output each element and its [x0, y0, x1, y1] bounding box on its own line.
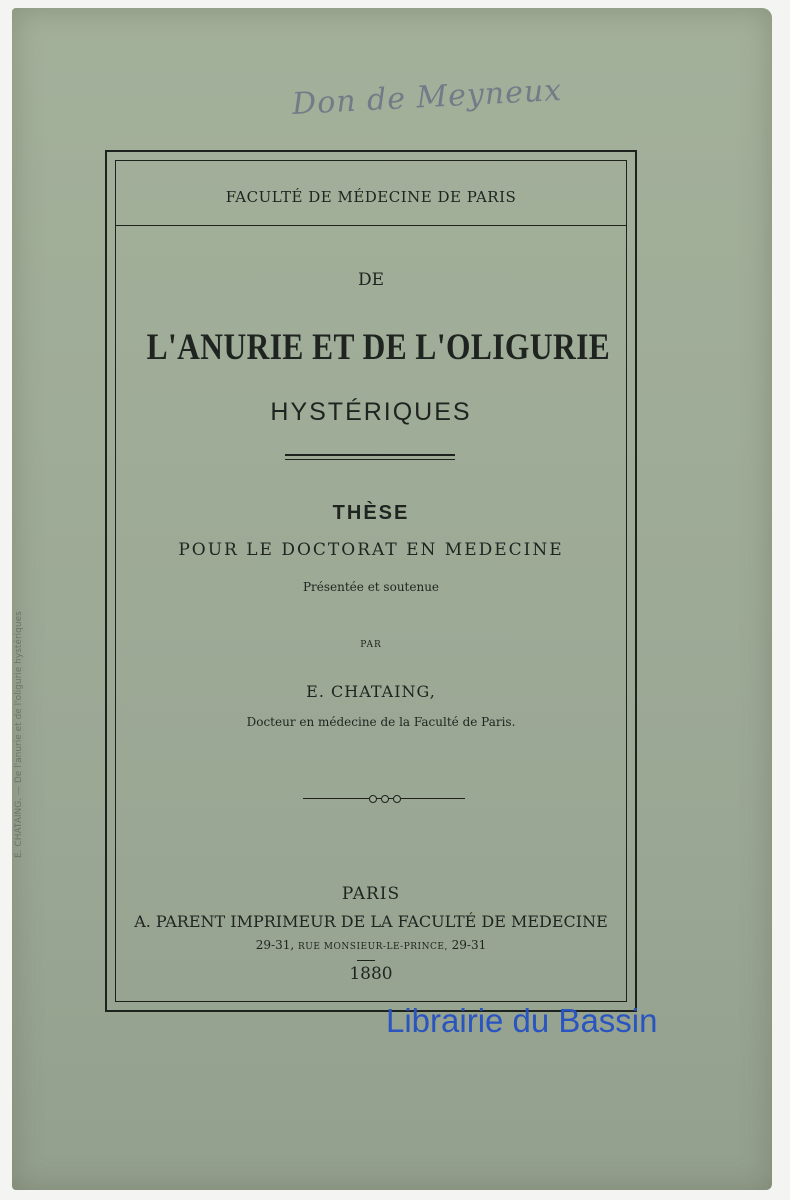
- address-number: 29-31: [451, 938, 487, 952]
- imprint-publisher: A. PARENT IMPRIMEUR DE LA FACULTÉ DE MEDECINE: [134, 912, 608, 931]
- handwritten-signature: Don de Meyneux: [291, 72, 563, 123]
- thesis-presented: Présentée et soutenue: [302, 580, 440, 594]
- address-street: RUE MONSIEUR-LE-PRINCE,: [298, 942, 448, 952]
- ornament-divider: [303, 798, 465, 800]
- author-name: E. CHATAING,: [306, 682, 436, 701]
- imprint-city: PARIS: [341, 884, 401, 904]
- faculty-heading: FACULTÉ DE MÉDECINE DE PARIS: [225, 188, 517, 206]
- by-label: PAR: [360, 640, 382, 650]
- subtitle: HYSTÉRIQUES: [270, 398, 472, 426]
- thesis-label: THÈSE: [332, 502, 410, 524]
- imprint-year: 1880: [349, 964, 393, 984]
- title-prefix: DE: [357, 270, 385, 290]
- ornament-dot: [369, 795, 377, 803]
- address-number: 29-31,: [255, 938, 295, 952]
- main-title: L'ANURIE ET DE L'OLIGURIE: [146, 327, 611, 368]
- imprint-address: [107, 938, 635, 952]
- thesis-degree: POUR LE DOCTORAT EN MEDECINE: [178, 540, 564, 560]
- ornament-dot: [381, 795, 389, 803]
- title-divider: [285, 454, 455, 460]
- ornament-dot: [393, 795, 401, 803]
- author-credential: Docteur en médecine de la Faculté de Paris.: [246, 715, 516, 729]
- year-rule: [357, 960, 375, 961]
- seller-watermark: Librairie du Bassin: [386, 1002, 658, 1039]
- title-frame: [105, 150, 637, 1012]
- spine-text: E. CHATAING. — De l'anurie et de l'oligurie hystériques: [14, 611, 24, 858]
